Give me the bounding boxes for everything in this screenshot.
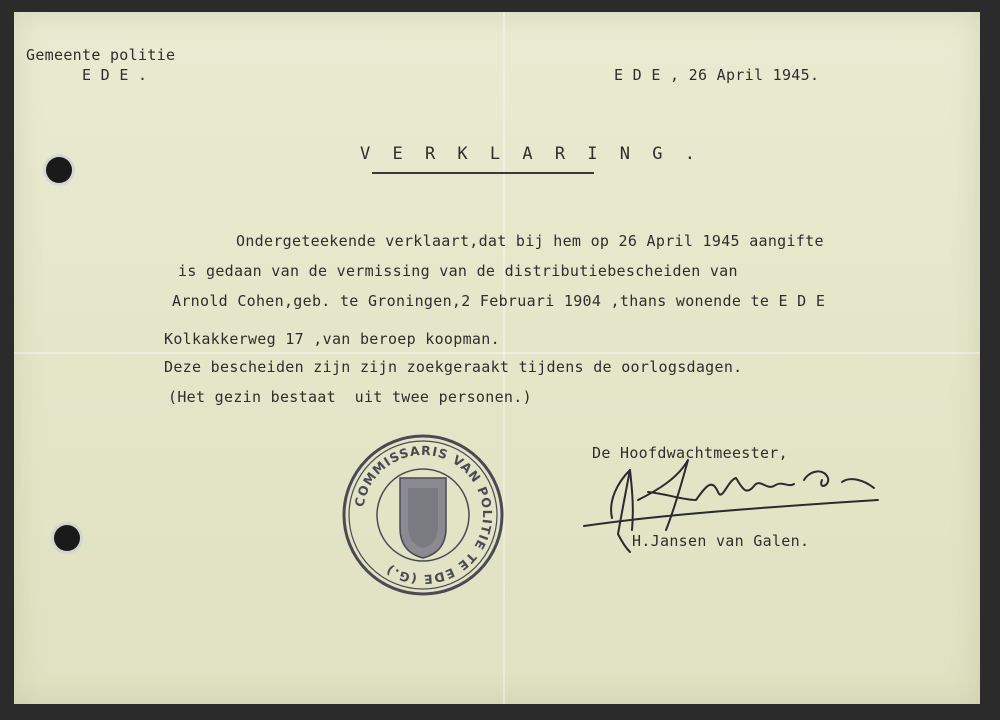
org-name: Gemeente politie xyxy=(26,46,176,64)
title-underline xyxy=(372,172,594,174)
body-line-2: is gedaan van de vermissing van de distributiebescheiden van xyxy=(178,262,738,280)
document-title: V E R K L A R I N G . xyxy=(360,144,701,164)
body-line-5: Deze bescheiden zijn zijn zoekgeraakt tijdens de oorlogsdagen. xyxy=(164,358,743,376)
document-date: E D E , 26 April 1945. xyxy=(614,66,820,84)
stamp-text: COMMISSARIS VAN POLITIE TE EDE (G.) xyxy=(351,442,496,588)
fold-line-horizontal xyxy=(14,352,980,354)
body-line-4: Kolkakkerweg 17 ,van beroep koopman. xyxy=(164,330,500,348)
body-line-3: Arnold Cohen,geb. te Groningen,2 Februari 1904 ,thans wonende te E D E xyxy=(172,292,826,310)
body-line-6: (Het gezin bestaat uit twee personen.) xyxy=(168,388,532,406)
org-city: E D E . xyxy=(82,66,148,84)
signatory-name: H.Jansen van Galen. xyxy=(632,532,810,550)
body-line-1: Ondergeteekende verklaart,dat bij hem op 26 April 1945 aangifte xyxy=(236,232,824,250)
signatory-rank: De Hoofdwachtmeester, xyxy=(592,444,788,462)
punch-hole-top xyxy=(46,157,72,183)
handwritten-signature xyxy=(578,430,888,560)
punch-hole-bottom xyxy=(54,525,80,551)
police-seal-stamp xyxy=(338,430,508,600)
